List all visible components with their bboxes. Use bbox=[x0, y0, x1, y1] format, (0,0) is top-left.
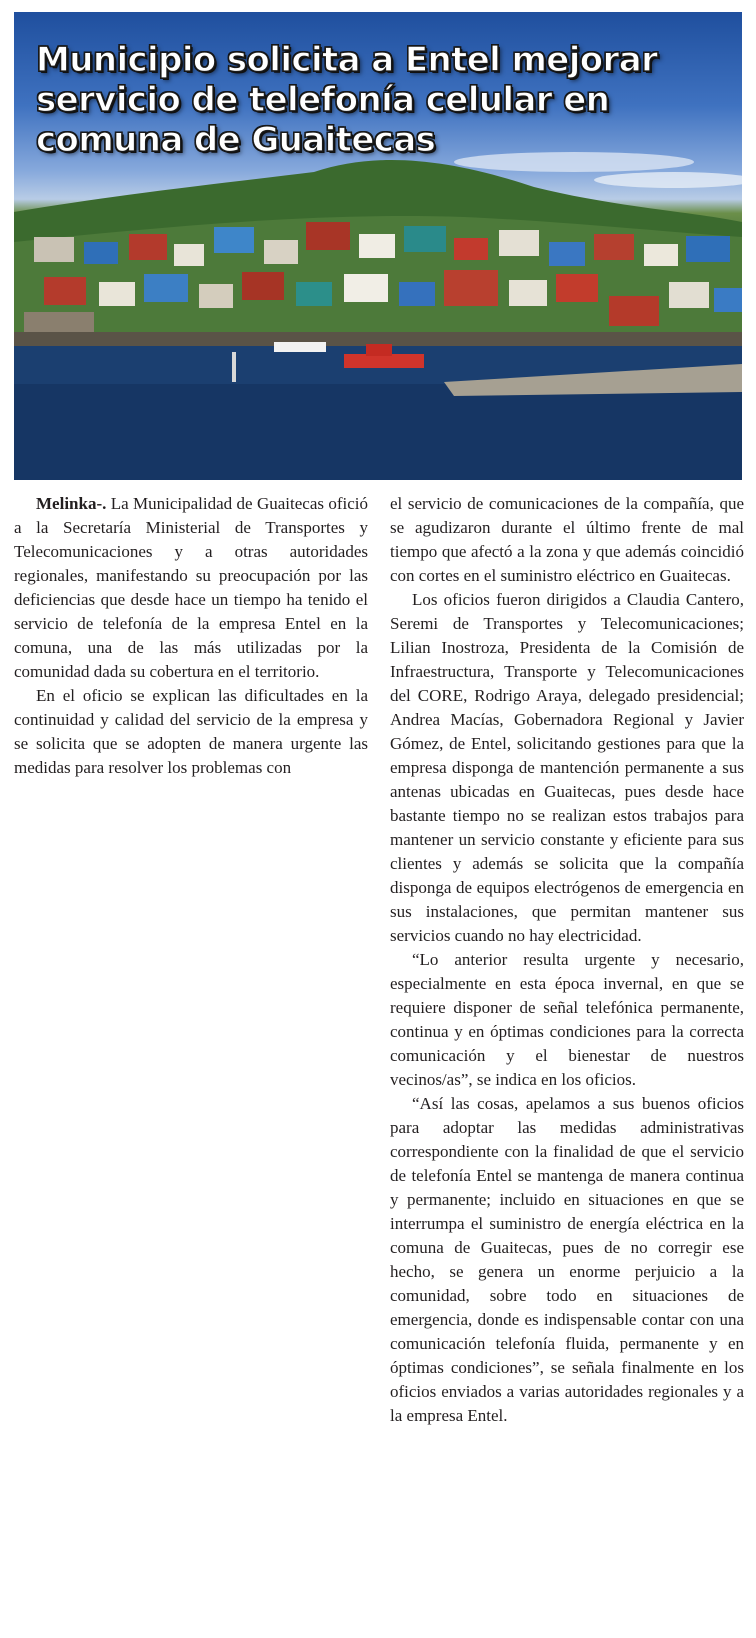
article-paragraph: “Así las cosas, apelamos a sus buenos oficios para adoptar las medidas administrativas correspondiente con la finalidad de que el servicio de telefonía Entel se mantenga de manera continua y permanente; incluido en situaciones en que se interrumpa el suministro de energía eléctrica en la comuna de Guaitecas, pues de no corregir ese hecho, se genera un enorme perjuicio a la comunidad, sobre todo en situaciones de emergencia, donde es indispensable contar con una comunicación telefonía fluida, permanente y en óptimas condiciones”, se señala finalmente en los oficios enviados a varias autoridades regionales y a la empresa Entel. bbox=[390, 1094, 744, 1425]
article-paragraph bbox=[14, 492, 368, 684]
article-column-left bbox=[14, 492, 368, 780]
article-paragraph: En el oficio se explican las dificultades en la continuidad y calidad del servicio de la empresa y se solicita que se adopten de manera urgente las medidas para resolver los problemas con bbox=[14, 686, 368, 777]
boat-white bbox=[274, 342, 326, 352]
dateline: Melinka-. bbox=[36, 494, 107, 513]
article-headline: Municipio solicita a Entel mejorar servicio de telefonía celular en comuna de Guaitecas bbox=[36, 40, 658, 160]
boat-red bbox=[344, 354, 424, 368]
hero-photo bbox=[14, 12, 742, 480]
article-paragraph: el servicio de comunicaciones de la compañía, que se agudizaron durante el último frente de mal tiempo que afectó a la zona y que además coincidió con cortes en el suministro eléctrico en Guaitecas. bbox=[390, 494, 744, 585]
article-paragraph: Los oficios fueron dirigidos a Claudia Cantero, Seremi de Transportes y Telecomunicaciones; Lilian Inostroza, Presidenta de la Comisión de Infraestructura, Transporte y Telecomunicaciones del CORE, Rodrigo Araya, delegado presidencial; Andrea Macías, Gobernadora Regional y Javier Gómez, de Entel, solicitando gestiones para que la empresa disponga de mantención permanente a sus antenas ubicadas en Guaitecas, pues desde hace bastante tiempo no se realizan estos trabajos para mantener un servicio constante y eficiente para sus clientes y además se solicita que la compañía disponga de equipos electrógenos de emergencia en sus instalaciones, que permitan mantener sus servicios cuando no hay electricidad. bbox=[390, 590, 744, 945]
article-paragraph: “Lo anterior resulta urgente y necesario, especialmente en esta época invernal, en que se requiere disponer de señal telefónica permanente, continua y en óptimas condiciones para la correcta comunicación y el bienestar de nuestros vecinos/as”, se indica en los oficios. bbox=[390, 950, 744, 1089]
article-column-right bbox=[390, 492, 744, 1428]
paragraph-text: La Municipalidad de Guaitecas ofició a la Secretaría Ministerial de Transportes y Telecomunicaciones y a otras autoridades regionales, manifestando su preocupación por las deficiencias que desde hace un tiempo ha tenido el servicio de telefonía de la empresa Entel en la comuna, una de las más utilizadas por la comunidad dada su cobertura en el territorio. bbox=[14, 494, 369, 681]
